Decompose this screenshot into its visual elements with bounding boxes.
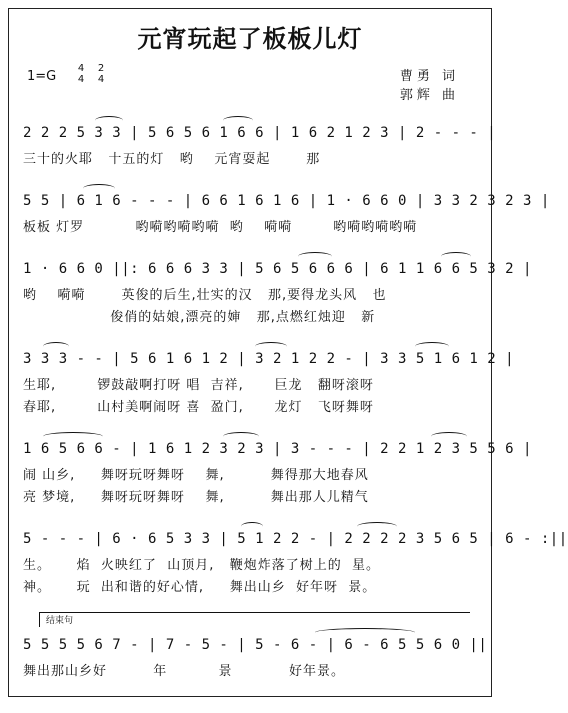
lyric-line: 闹 山乡, 舞呀玩呀舞呀 舞, 舞得那大地春风	[23, 468, 369, 483]
slur-mark	[43, 342, 69, 351]
key-signature: 1=G	[27, 69, 57, 84]
notation-line: 1 · 6 6 0 ||: 6 6 6 3 3 | 5 6 5 6 6 6 | 6 1 1 6 6 5 3 2 |	[23, 257, 479, 281]
notation-line: 1 6 5 6 6 - | 1 6 1 2 3 2 3 | 3 - - - | 2 2 1 2 3 5 5 6 |	[23, 437, 479, 461]
time-signature-top: 4	[77, 63, 85, 74]
slur-mark	[223, 432, 259, 441]
notation-line: 5 5 5 5 6 7 - | 7 - 5 - | 5 - 6 - | 6 - 6 5 5 6 0 ||	[23, 633, 479, 657]
time-signature-bottom: 4	[77, 74, 85, 85]
lyric-line: 哟 嗬嗬 英俊的后生,壮实的汉 那,要得龙头风 也	[23, 288, 387, 303]
notation-line: 5 - - - | 6 · 6 5 3 3 | 5 1 2 2 - | 2 2 2 2 3 5 6 5 | 6 - :||	[23, 527, 479, 551]
score-system-6	[23, 527, 568, 599]
score-system-7	[23, 633, 488, 683]
score-system-1	[23, 121, 497, 171]
score-system-5	[23, 437, 532, 509]
score-system-3	[23, 257, 532, 329]
time-signature-1	[75, 63, 87, 85]
slur-mark	[83, 184, 115, 193]
song-title: 元宵玩起了板板儿灯	[137, 25, 363, 53]
lyric-line: 亮 梦境, 舞呀玩呀舞呀 舞, 舞出那人儿精气	[23, 490, 369, 505]
coda-bracket	[39, 612, 470, 627]
notation-line: 2 2 2 5 3 3 | 5 6 5 6 1 6 6 | 1 6 2 1 2 3 | 2 - - - |	[23, 121, 479, 145]
slur-mark	[95, 116, 123, 125]
notation-line: 3 3 3 - - | 5 6 1 6 1 2 | 3 2 1 2 2 - | 3 3 5 1 6 1 2 |	[23, 347, 479, 371]
score-system-4	[23, 347, 515, 419]
slur-mark	[357, 522, 397, 531]
lyric-line: 舞出那山乡好 年 景 好年景。	[23, 664, 345, 679]
coda-label: 结束句	[46, 616, 74, 626]
composer-credit: 郭辉 曲	[399, 88, 459, 103]
score-system-2	[23, 189, 550, 239]
slur-mark	[441, 252, 471, 261]
slur-mark	[223, 116, 253, 125]
lyric-line: 春耶, 山村美啊闹呀 喜 盈门, 龙灯 飞呀舞呀	[23, 400, 374, 415]
slur-mark	[43, 432, 103, 441]
lyric-line: 生耶, 锣鼓敲啊打呀 唱 吉祥, 巨龙 翻呀滚呀	[23, 378, 374, 393]
slur-mark	[255, 342, 287, 351]
lyric-line: 板板 灯罗 哟嗬哟嗬哟嗬 哟 嗬嗬 哟嗬哟嗬哟嗬	[23, 220, 418, 235]
time-signature-bottom: 4	[97, 74, 105, 85]
time-signature-top: 2	[97, 63, 105, 74]
credits	[400, 67, 459, 105]
slur-mark	[431, 432, 467, 441]
lyric-line: 生。 焰 火映红了 山顶月, 鞭炮炸落了树上的 星。	[23, 558, 380, 573]
lyricist-credit: 曹勇 词	[399, 69, 459, 84]
lyric-line: 神。 玩 出和谐的好心情, 舞出山乡 好年呀 景。	[23, 580, 377, 595]
notation-line: 5 5 | 6 1 6 - - - | 6 6 1 6 1 6 | 1 · 6 6 0 | 3 3 2 3 2 3 |	[23, 189, 479, 213]
slur-mark	[298, 252, 332, 261]
lyric-line: 俊俏的姑娘,漂亮的婶 那,点燃红烛迎 新	[23, 310, 376, 325]
slur-mark	[415, 342, 449, 351]
slur-mark	[241, 522, 263, 531]
lyric-line: 三十的火耶 十五的灯 哟 元宵耍起 那	[23, 152, 321, 167]
slur-mark	[315, 628, 415, 637]
time-signature-2	[95, 63, 107, 85]
score-page	[8, 8, 568, 697]
